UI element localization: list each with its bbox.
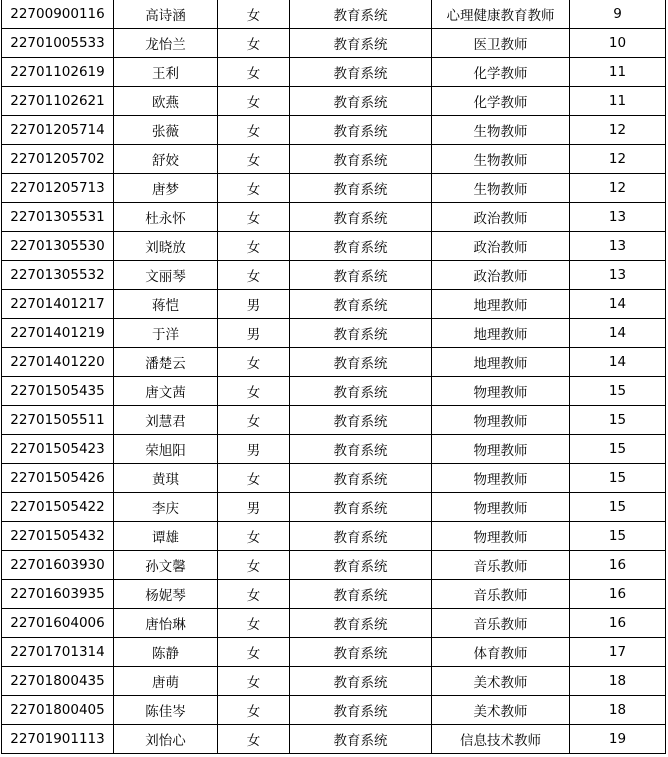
- system-cell: 教育系统: [290, 638, 432, 667]
- position-cell: 音乐教师: [432, 609, 570, 638]
- code-cell: 11: [570, 58, 666, 87]
- exam-number-cell: 22701102619: [2, 58, 114, 87]
- position-cell: 美术教师: [432, 696, 570, 725]
- name-cell: 唐怡琳: [114, 609, 218, 638]
- name-cell: 张薇: [114, 116, 218, 145]
- position-cell: 地理教师: [432, 348, 570, 377]
- position-cell: 音乐教师: [432, 580, 570, 609]
- table-row: [2, 116, 666, 145]
- exam-number-cell: 22701102621: [2, 87, 114, 116]
- name-cell: 李庆: [114, 493, 218, 522]
- gender-cell: 男: [218, 493, 290, 522]
- exam-number-cell: 22701800405: [2, 696, 114, 725]
- name-cell: 孙文馨: [114, 551, 218, 580]
- candidate-table-body: [2, 0, 666, 754]
- system-cell: 教育系统: [290, 261, 432, 290]
- name-cell: 唐梦: [114, 174, 218, 203]
- system-cell: 教育系统: [290, 232, 432, 261]
- position-cell: 化学教师: [432, 87, 570, 116]
- position-cell: 政治教师: [432, 203, 570, 232]
- gender-cell: 女: [218, 696, 290, 725]
- exam-number-cell: 22701305530: [2, 232, 114, 261]
- system-cell: 教育系统: [290, 319, 432, 348]
- name-cell: 于洋: [114, 319, 218, 348]
- system-cell: 教育系统: [290, 377, 432, 406]
- name-cell: 王利: [114, 58, 218, 87]
- name-cell: 蒋恺: [114, 290, 218, 319]
- exam-number-cell: 22701401220: [2, 348, 114, 377]
- table-row: [2, 145, 666, 174]
- table-row: [2, 667, 666, 696]
- code-cell: 14: [570, 290, 666, 319]
- name-cell: 陈佳岑: [114, 696, 218, 725]
- gender-cell: 女: [218, 29, 290, 58]
- table-row: [2, 87, 666, 116]
- table-row: [2, 580, 666, 609]
- table-row: [2, 290, 666, 319]
- name-cell: 荣旭阳: [114, 435, 218, 464]
- table-row: [2, 522, 666, 551]
- exam-number-cell: 22701005533: [2, 29, 114, 58]
- table-row: [2, 232, 666, 261]
- exam-number-cell: 22701505435: [2, 377, 114, 406]
- code-cell: 15: [570, 522, 666, 551]
- code-cell: 15: [570, 377, 666, 406]
- table-row: [2, 29, 666, 58]
- code-cell: 9: [570, 0, 666, 29]
- system-cell: 教育系统: [290, 435, 432, 464]
- system-cell: 教育系统: [290, 29, 432, 58]
- exam-number-cell: 22700900116: [2, 0, 114, 29]
- gender-cell: 男: [218, 290, 290, 319]
- system-cell: 教育系统: [290, 406, 432, 435]
- name-cell: 龙怡兰: [114, 29, 218, 58]
- code-cell: 11: [570, 87, 666, 116]
- table-row: [2, 58, 666, 87]
- gender-cell: 男: [218, 435, 290, 464]
- table-row: [2, 609, 666, 638]
- code-cell: 12: [570, 145, 666, 174]
- table-row: [2, 551, 666, 580]
- code-cell: 14: [570, 348, 666, 377]
- name-cell: 欧燕: [114, 87, 218, 116]
- gender-cell: 女: [218, 551, 290, 580]
- position-cell: 心理健康教育教师: [432, 0, 570, 29]
- table-row: [2, 174, 666, 203]
- exam-number-cell: 22701505422: [2, 493, 114, 522]
- code-cell: 10: [570, 29, 666, 58]
- name-cell: 唐文茜: [114, 377, 218, 406]
- code-cell: 15: [570, 493, 666, 522]
- exam-number-cell: 22701505423: [2, 435, 114, 464]
- gender-cell: 女: [218, 0, 290, 29]
- name-cell: 唐萌: [114, 667, 218, 696]
- gender-cell: 女: [218, 638, 290, 667]
- position-cell: 政治教师: [432, 261, 570, 290]
- gender-cell: 女: [218, 174, 290, 203]
- position-cell: 地理教师: [432, 319, 570, 348]
- system-cell: 教育系统: [290, 609, 432, 638]
- system-cell: 教育系统: [290, 580, 432, 609]
- system-cell: 教育系统: [290, 203, 432, 232]
- table-row: [2, 203, 666, 232]
- table-row: [2, 696, 666, 725]
- system-cell: 教育系统: [290, 87, 432, 116]
- candidate-table: [1, 0, 666, 754]
- gender-cell: 女: [218, 261, 290, 290]
- name-cell: 舒姣: [114, 145, 218, 174]
- exam-number-cell: 22701603935: [2, 580, 114, 609]
- position-cell: 信息技术教师: [432, 725, 570, 754]
- exam-number-cell: 22701505511: [2, 406, 114, 435]
- code-cell: 14: [570, 319, 666, 348]
- gender-cell: 女: [218, 609, 290, 638]
- code-cell: 12: [570, 174, 666, 203]
- name-cell: 刘晓放: [114, 232, 218, 261]
- exam-number-cell: 22701401219: [2, 319, 114, 348]
- name-cell: 高诗涵: [114, 0, 218, 29]
- gender-cell: 女: [218, 406, 290, 435]
- gender-cell: 女: [218, 580, 290, 609]
- system-cell: 教育系统: [290, 696, 432, 725]
- system-cell: 教育系统: [290, 667, 432, 696]
- position-cell: 医卫教师: [432, 29, 570, 58]
- gender-cell: 女: [218, 377, 290, 406]
- system-cell: 教育系统: [290, 0, 432, 29]
- table-row: [2, 464, 666, 493]
- position-cell: 生物教师: [432, 116, 570, 145]
- system-cell: 教育系统: [290, 174, 432, 203]
- position-cell: 物理教师: [432, 377, 570, 406]
- exam-number-cell: 22701901113: [2, 725, 114, 754]
- code-cell: 13: [570, 232, 666, 261]
- gender-cell: 女: [218, 464, 290, 493]
- position-cell: 政治教师: [432, 232, 570, 261]
- position-cell: 美术教师: [432, 667, 570, 696]
- position-cell: 地理教师: [432, 290, 570, 319]
- position-cell: 物理教师: [432, 406, 570, 435]
- code-cell: 16: [570, 551, 666, 580]
- gender-cell: 女: [218, 58, 290, 87]
- name-cell: 谭雄: [114, 522, 218, 551]
- name-cell: 刘慧君: [114, 406, 218, 435]
- name-cell: 文丽琴: [114, 261, 218, 290]
- table-row: [2, 348, 666, 377]
- exam-number-cell: 22701401217: [2, 290, 114, 319]
- system-cell: 教育系统: [290, 551, 432, 580]
- code-cell: 16: [570, 580, 666, 609]
- code-cell: 17: [570, 638, 666, 667]
- code-cell: 13: [570, 261, 666, 290]
- table-row: [2, 435, 666, 464]
- position-cell: 化学教师: [432, 58, 570, 87]
- exam-number-cell: 22701701314: [2, 638, 114, 667]
- name-cell: 杨妮琴: [114, 580, 218, 609]
- exam-number-cell: 22701205702: [2, 145, 114, 174]
- name-cell: 杜永怀: [114, 203, 218, 232]
- position-cell: 物理教师: [432, 493, 570, 522]
- gender-cell: 女: [218, 725, 290, 754]
- exam-number-cell: 22701603930: [2, 551, 114, 580]
- gender-cell: 女: [218, 667, 290, 696]
- code-cell: 13: [570, 203, 666, 232]
- code-cell: 15: [570, 464, 666, 493]
- system-cell: 教育系统: [290, 290, 432, 319]
- exam-number-cell: 22701505426: [2, 464, 114, 493]
- exam-number-cell: 22701305532: [2, 261, 114, 290]
- name-cell: 陈静: [114, 638, 218, 667]
- system-cell: 教育系统: [290, 493, 432, 522]
- code-cell: 18: [570, 696, 666, 725]
- system-cell: 教育系统: [290, 725, 432, 754]
- position-cell: 物理教师: [432, 464, 570, 493]
- system-cell: 教育系统: [290, 464, 432, 493]
- position-cell: 音乐教师: [432, 551, 570, 580]
- code-cell: 18: [570, 667, 666, 696]
- gender-cell: 男: [218, 319, 290, 348]
- exam-number-cell: 22701505432: [2, 522, 114, 551]
- position-cell: 体育教师: [432, 638, 570, 667]
- code-cell: 16: [570, 609, 666, 638]
- gender-cell: 女: [218, 145, 290, 174]
- system-cell: 教育系统: [290, 145, 432, 174]
- table-row: [2, 493, 666, 522]
- code-cell: 12: [570, 116, 666, 145]
- gender-cell: 女: [218, 232, 290, 261]
- system-cell: 教育系统: [290, 116, 432, 145]
- code-cell: 15: [570, 406, 666, 435]
- table-row: [2, 377, 666, 406]
- gender-cell: 女: [218, 116, 290, 145]
- system-cell: 教育系统: [290, 522, 432, 551]
- exam-number-cell: 22701205714: [2, 116, 114, 145]
- name-cell: 潘楚云: [114, 348, 218, 377]
- gender-cell: 女: [218, 203, 290, 232]
- exam-number-cell: 22701305531: [2, 203, 114, 232]
- table-row: [2, 319, 666, 348]
- table-row: [2, 725, 666, 754]
- code-cell: 15: [570, 435, 666, 464]
- table-row: [2, 0, 666, 29]
- exam-number-cell: 22701800435: [2, 667, 114, 696]
- table-row: [2, 261, 666, 290]
- system-cell: 教育系统: [290, 58, 432, 87]
- exam-number-cell: 22701205713: [2, 174, 114, 203]
- system-cell: 教育系统: [290, 348, 432, 377]
- gender-cell: 女: [218, 87, 290, 116]
- table-row: [2, 638, 666, 667]
- name-cell: 黄琪: [114, 464, 218, 493]
- table-row: [2, 406, 666, 435]
- exam-number-cell: 22701604006: [2, 609, 114, 638]
- gender-cell: 女: [218, 522, 290, 551]
- code-cell: 19: [570, 725, 666, 754]
- position-cell: 物理教师: [432, 435, 570, 464]
- position-cell: 生物教师: [432, 174, 570, 203]
- position-cell: 物理教师: [432, 522, 570, 551]
- gender-cell: 女: [218, 348, 290, 377]
- position-cell: 生物教师: [432, 145, 570, 174]
- name-cell: 刘怡心: [114, 725, 218, 754]
